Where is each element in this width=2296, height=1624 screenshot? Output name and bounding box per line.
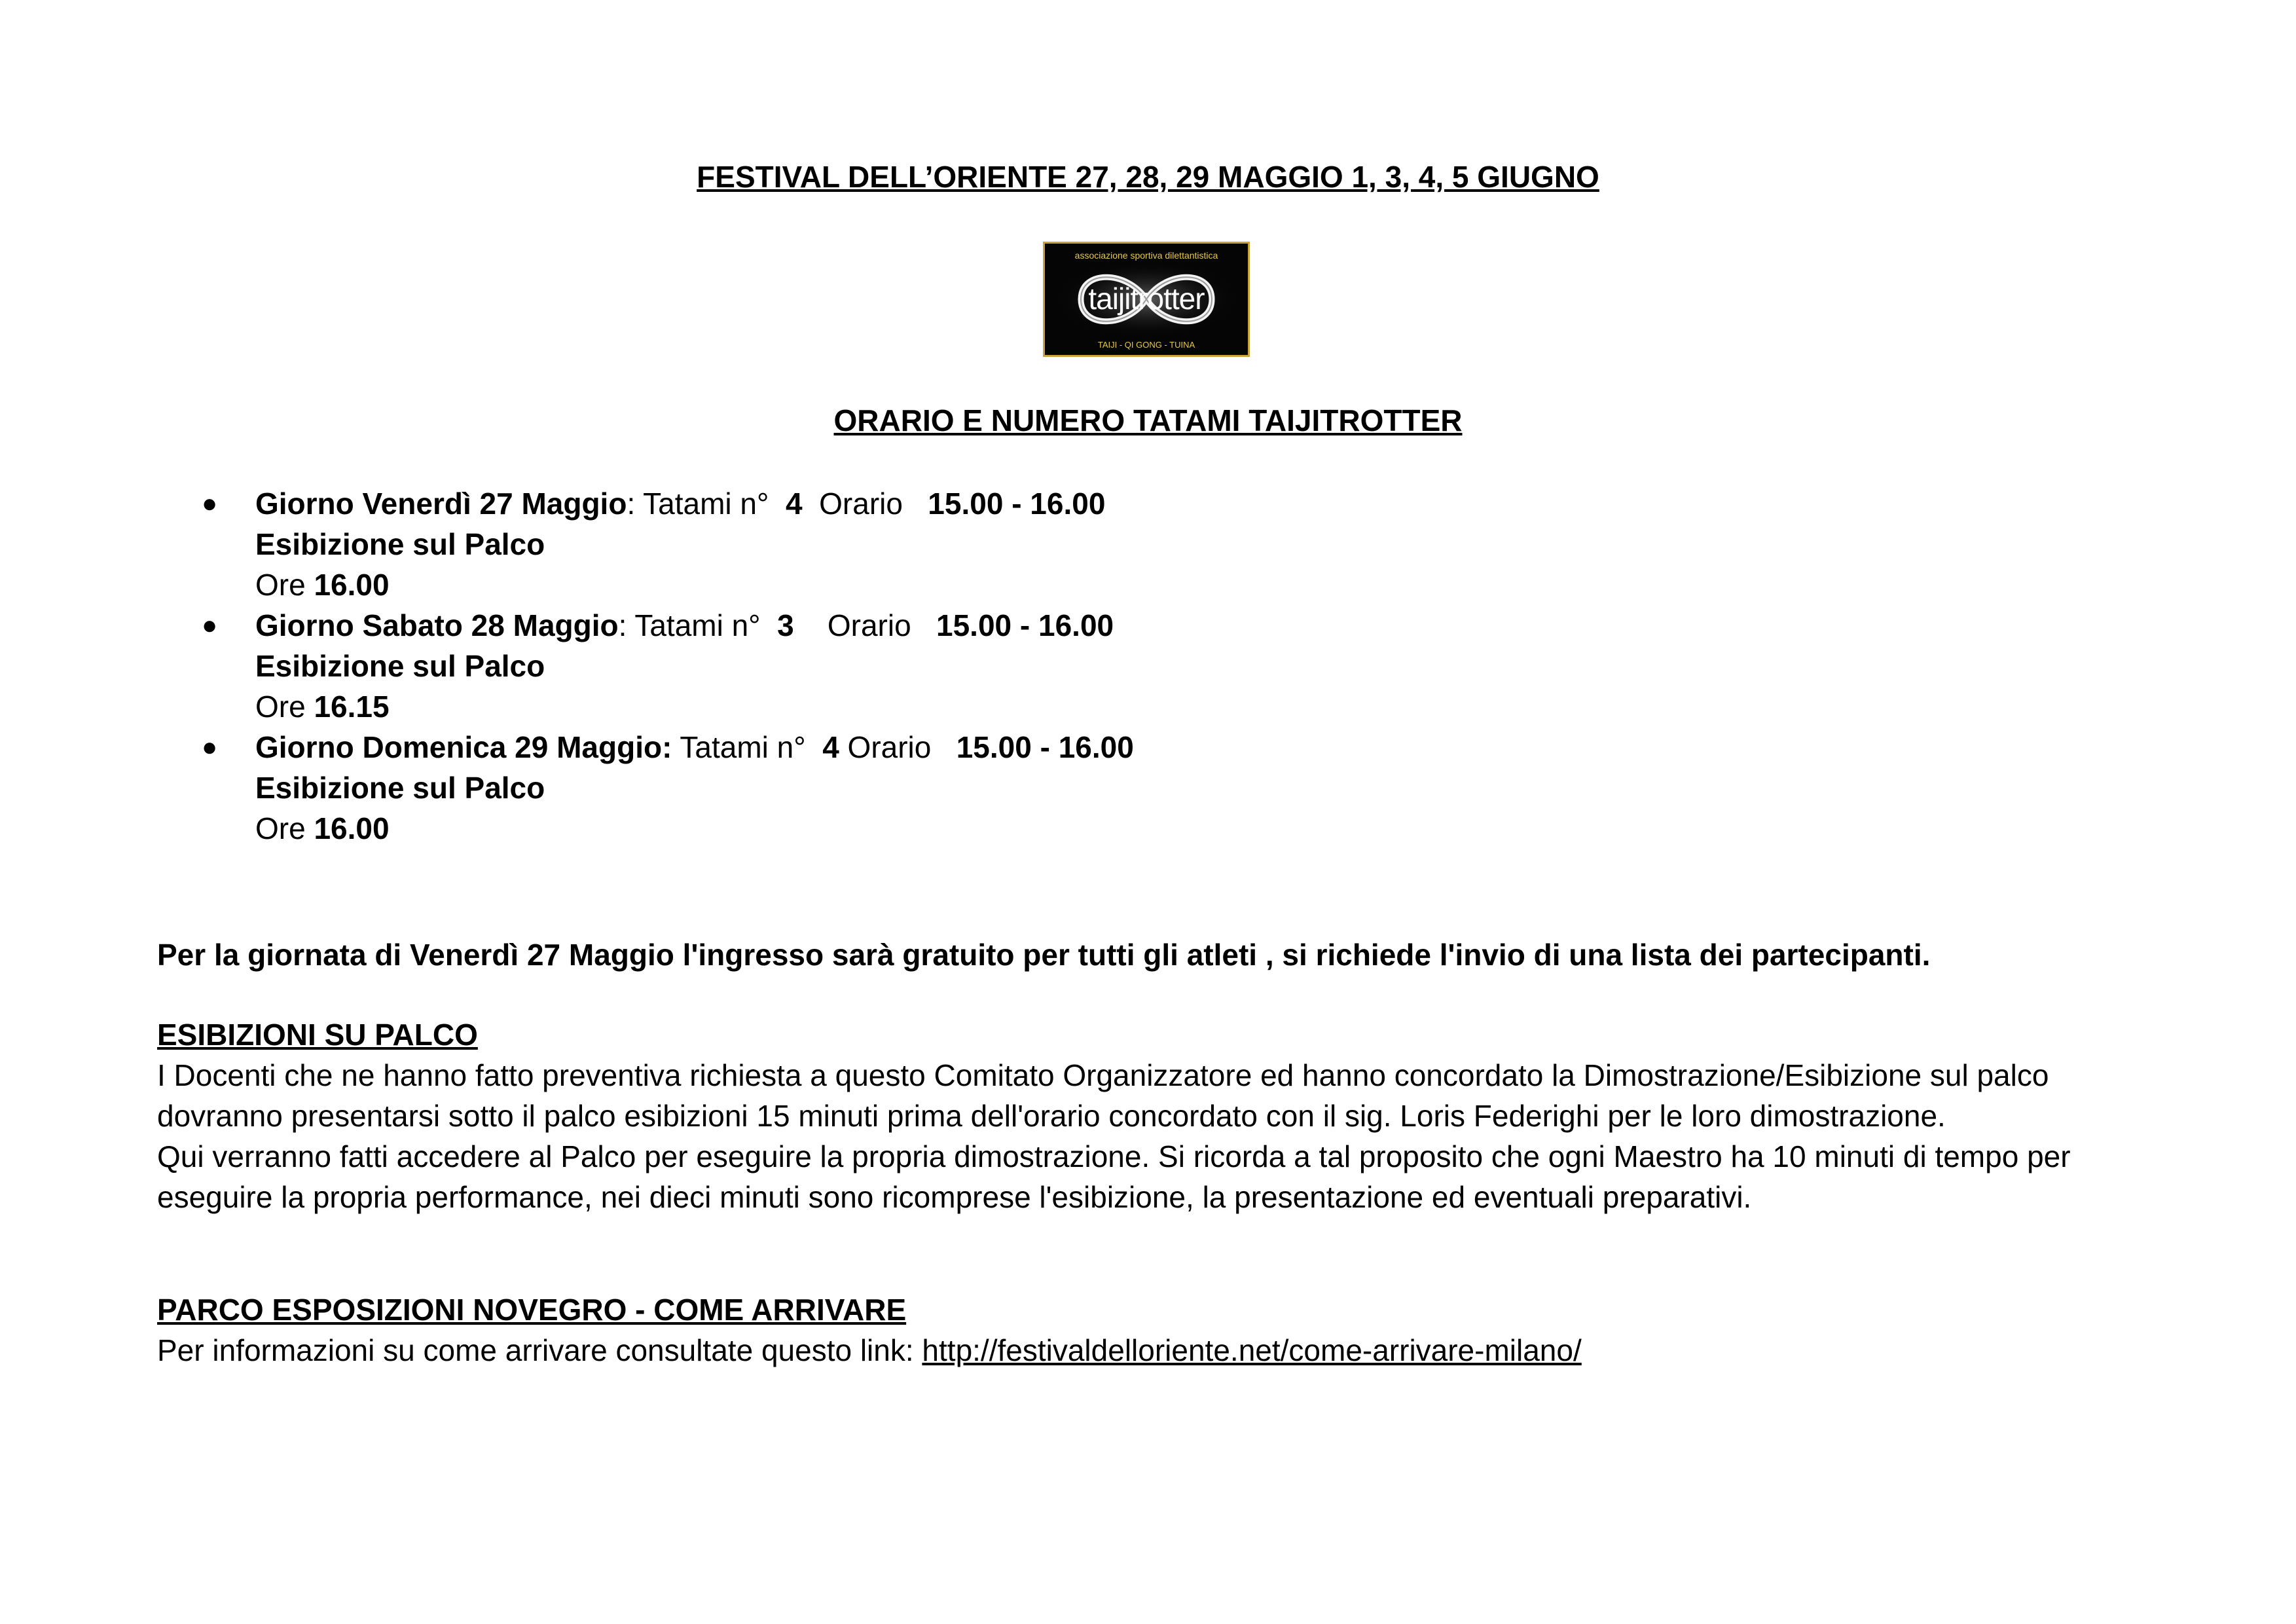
schedule-item-sunday bbox=[202, 727, 1134, 849]
esibizioni-line-4: eseguire la propria performance, nei dieci minuti sono ricomprese l'esibizione, la presentazione ed eventuali preparativi. bbox=[157, 1180, 1752, 1214]
come-arrivare-link[interactable]: http://festivaldelloriente.net/come-arrivare-milano/ bbox=[922, 1333, 1582, 1367]
ore-label: Ore bbox=[255, 811, 314, 845]
tatami-number: 4 bbox=[822, 730, 839, 764]
esibizioni-heading: ESIBIZIONI SU PALCO bbox=[157, 1018, 478, 1052]
ore-line bbox=[255, 808, 1134, 849]
ore-value: 16.15 bbox=[314, 690, 390, 724]
ore-label: Ore bbox=[255, 568, 314, 602]
come-arrivare-heading: PARCO ESPOSIZIONI NOVEGRO - COME ARRIVARE bbox=[157, 1293, 907, 1327]
ore-value: 16.00 bbox=[314, 568, 390, 602]
exhibition-label: Esibizione sul Palco bbox=[255, 649, 545, 683]
orario-value: 15.00 - 16.00 bbox=[928, 487, 1106, 521]
tatami-label: : Tatami n° bbox=[618, 608, 778, 642]
document-title: FESTIVAL DELL’ORIENTE 27, 28, 29 MAGGIO 1, 3, 4, 5 GIUGNO bbox=[697, 160, 1599, 194]
schedule-line bbox=[255, 483, 1134, 524]
orario-value: 15.00 - 16.00 bbox=[956, 730, 1134, 764]
ore-label: Ore bbox=[255, 690, 314, 724]
orario-label: Orario bbox=[839, 730, 957, 764]
bullet-icon: ● bbox=[202, 489, 218, 518]
exhibition-line bbox=[255, 767, 1134, 808]
bullet-icon: ● bbox=[202, 611, 218, 640]
schedule-day: Giorno Sabato 28 Maggio bbox=[255, 608, 619, 642]
tatami-label: : Tatami n° bbox=[627, 487, 786, 521]
schedule-title: ORARIO E NUMERO TATAMI TAIJITROTTER bbox=[833, 403, 1463, 437]
come-arrivare-section bbox=[157, 1289, 2160, 1371]
exhibition-label: Esibizione sul Palco bbox=[255, 771, 545, 805]
bullet-icon: ● bbox=[202, 733, 218, 762]
orario-value: 15.00 - 16.00 bbox=[936, 608, 1114, 642]
esibizioni-line-1: I Docenti che ne hanno fatto preventiva richiesta a questo Comitato Organizzatore ed hanno concordato la Dimostrazione/Esibizione sul palco bbox=[157, 1058, 2049, 1092]
taijitrotter-logo bbox=[1043, 242, 1250, 357]
logo-name: taijitrotter bbox=[1088, 282, 1205, 316]
ore-value: 16.00 bbox=[314, 811, 390, 845]
esibizioni-line-3: Qui verranno fatti accedere al Palco per eseguire la propria dimostrazione. Si ricorda a tal proposito che ogni Maestro ha 10 minuti di tempo per bbox=[157, 1139, 2071, 1173]
ore-line bbox=[255, 564, 1134, 605]
tatami-number: 3 bbox=[777, 608, 794, 642]
schedule-line bbox=[255, 727, 1134, 767]
free-entry-note: Per la giornata di Venerdì 27 Maggio l'ingresso sarà gratuito per tutti gli atleti , si richiede l'invio di una lista dei partecipanti. bbox=[157, 938, 1931, 972]
tatami-label: Tatami n° bbox=[672, 730, 823, 764]
schedule-day: Giorno Domenica 29 Maggio: bbox=[255, 730, 672, 764]
exhibition-line bbox=[255, 646, 1134, 686]
exhibition-line bbox=[255, 524, 1134, 564]
schedule-line bbox=[255, 605, 1134, 646]
schedule-list bbox=[202, 483, 1134, 849]
esibizioni-section bbox=[157, 1014, 2160, 1217]
esibizioni-line-2: dovranno presentarsi sotto il palco esibizioni 15 minuti prima dell'orario concordato con il sig. Loris Federighi per le loro dimostrazione. bbox=[157, 1099, 1946, 1133]
schedule-item-friday bbox=[202, 483, 1134, 605]
come-arrivare-intro: Per informazioni su come arrivare consultate questo link: bbox=[157, 1333, 922, 1367]
tatami-number: 4 bbox=[785, 487, 803, 521]
ore-line bbox=[255, 686, 1134, 727]
logo-bottom-text: TAIJI - QI GONG - TUINA bbox=[1097, 340, 1195, 350]
exhibition-label: Esibizione sul Palco bbox=[255, 527, 545, 561]
schedule-item-saturday bbox=[202, 605, 1134, 727]
logo-top-text: associazione sportiva dilettantistica bbox=[1074, 250, 1218, 261]
orario-label: Orario bbox=[793, 608, 937, 642]
schedule-day: Giorno Venerdì 27 Maggio bbox=[255, 487, 627, 521]
come-arrivare-text bbox=[157, 1330, 2160, 1371]
orario-label: Orario bbox=[802, 487, 928, 521]
